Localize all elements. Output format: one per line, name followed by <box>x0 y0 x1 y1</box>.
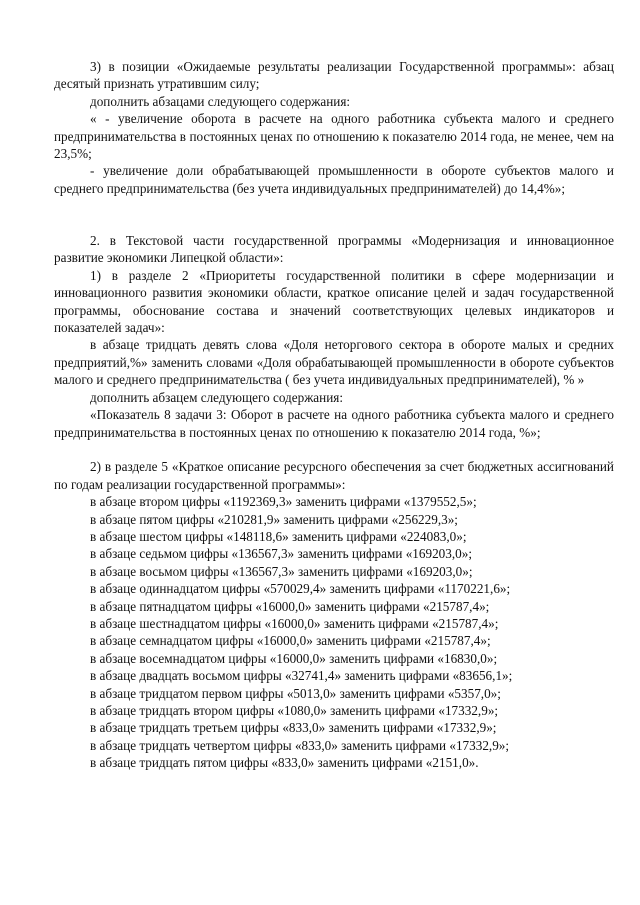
replacement-line: в абзаце втором цифры «1192369,3» заменить цифрами «1379552,5»; <box>90 494 477 510</box>
item-3-paragraph: 3) в позиции «Ожидаемые результаты реализации Государственной программы»: абзац десятый признать утратившим силу; <box>54 59 614 92</box>
add-paragraphs-line: дополнить абзацами следующего содержания: <box>90 93 351 109</box>
document-page <box>54 58 614 772</box>
replacement-line: в абзаце тридцать пятом цифры «833,0» заменить цифрами «2151,0». <box>90 755 479 771</box>
paragraph-39-replacement: в абзаце тридцать девять слова «Доля неторгового сектора в обороте малых и средних предприятий,%» заменить словами «Доля обрабатывающей промышленности в обороте субъектов малого и среднего предпринимательства ( без учета индивидуальных предпринимателей), % » <box>54 337 614 388</box>
paragraph-gap <box>54 197 614 214</box>
replacement-line: в абзаце седьмом цифры «136567,3» заменить цифрами «169203,0»; <box>90 546 473 562</box>
replacement-line: в абзаце пятом цифры «210281,9» заменить цифрами «256229,3»; <box>90 511 458 527</box>
replacement-line: в абзаце тридцать четвертом цифры «833,0» заменить цифрами «17332,9»; <box>90 737 510 753</box>
section-2-heading: 2. в Текстовой части государственной программы «Модернизация и инновационное развитие экономики Липецкой области»: <box>54 233 614 266</box>
add-paragraph-line: дополнить абзацем следующего содержания: <box>90 389 344 405</box>
replacement-line: в абзаце восьмом цифры «136567,3» заменить цифрами «169203,0»; <box>90 563 473 579</box>
bullet-manufacturing-share: - увеличение доли обрабатывающей промышленности в обороте субъектов малого и среднего предпринимательства (без учета индивидуальных предпринимателей) до 14,4%»; <box>54 163 614 196</box>
replacement-line: в абзаце тридцать третьем цифры «833,0» заменить цифрами «17332,9»; <box>90 720 497 736</box>
replacement-line: в абзаце тридцать втором цифры «1080,0» заменить цифрами «17332,9»; <box>90 702 499 718</box>
replacement-line: в абзаце двадцать восьмом цифры «32741,4» заменить цифрами «83656,1»; <box>90 668 513 684</box>
section-5-item-2: 2) в разделе 5 «Краткое описание ресурсного обеспечения за счет бюджетных ассигнований по годам реализации государственной программы»: <box>54 459 614 492</box>
paragraph-gap <box>54 215 614 232</box>
replacement-line: в абзаце пятнадцатом цифры «16000,0» заменить цифрами «215787,4»; <box>90 598 490 614</box>
replacement-line: в абзаце тридцатом первом цифры «5013,0» заменить цифрами «5357,0»; <box>90 685 501 701</box>
paragraph-gap <box>54 441 614 458</box>
replacement-line: в абзаце одиннадцатом цифры «570029,4» заменить цифрами «1170221,6»; <box>90 581 511 597</box>
indicator-8-paragraph: «Показатель 8 задачи 3: Оборот в расчете на одного работника субъекта малого и среднего предпринимательства в постоянных ценах по отношению к показателю 2014 года, %»; <box>54 407 614 440</box>
replacement-line: в абзаце семнадцатом цифры «16000,0» заменить цифрами «215787,4»; <box>90 633 491 649</box>
bullet-turnover: « - увеличение оборота в расчете на одного работника субъекта малого и среднего предпринимательства в постоянных ценах по отношению к показателю 2014 года, не менее, чем на 23,5%; <box>54 111 614 162</box>
replacement-line: в абзаце шестом цифры «148118,6» заменить цифрами «224083,0»; <box>90 528 467 544</box>
replacement-line: в абзаце шестнадцатом цифры «16000,0» заменить цифрами «215787,4»; <box>90 615 499 631</box>
replacement-line: в абзаце восемнадцатом цифры «16000,0» заменить цифрами «16830,0»; <box>90 650 498 666</box>
section-2-item-1: 1) в разделе 2 «Приоритеты государственной политики в сфере модернизации и инновационного развития экономики области, краткое описание целей и задач государственной программы, обоснование состава и значений соответствующих целевых индикаторов и показателей задач»: <box>54 267 614 336</box>
